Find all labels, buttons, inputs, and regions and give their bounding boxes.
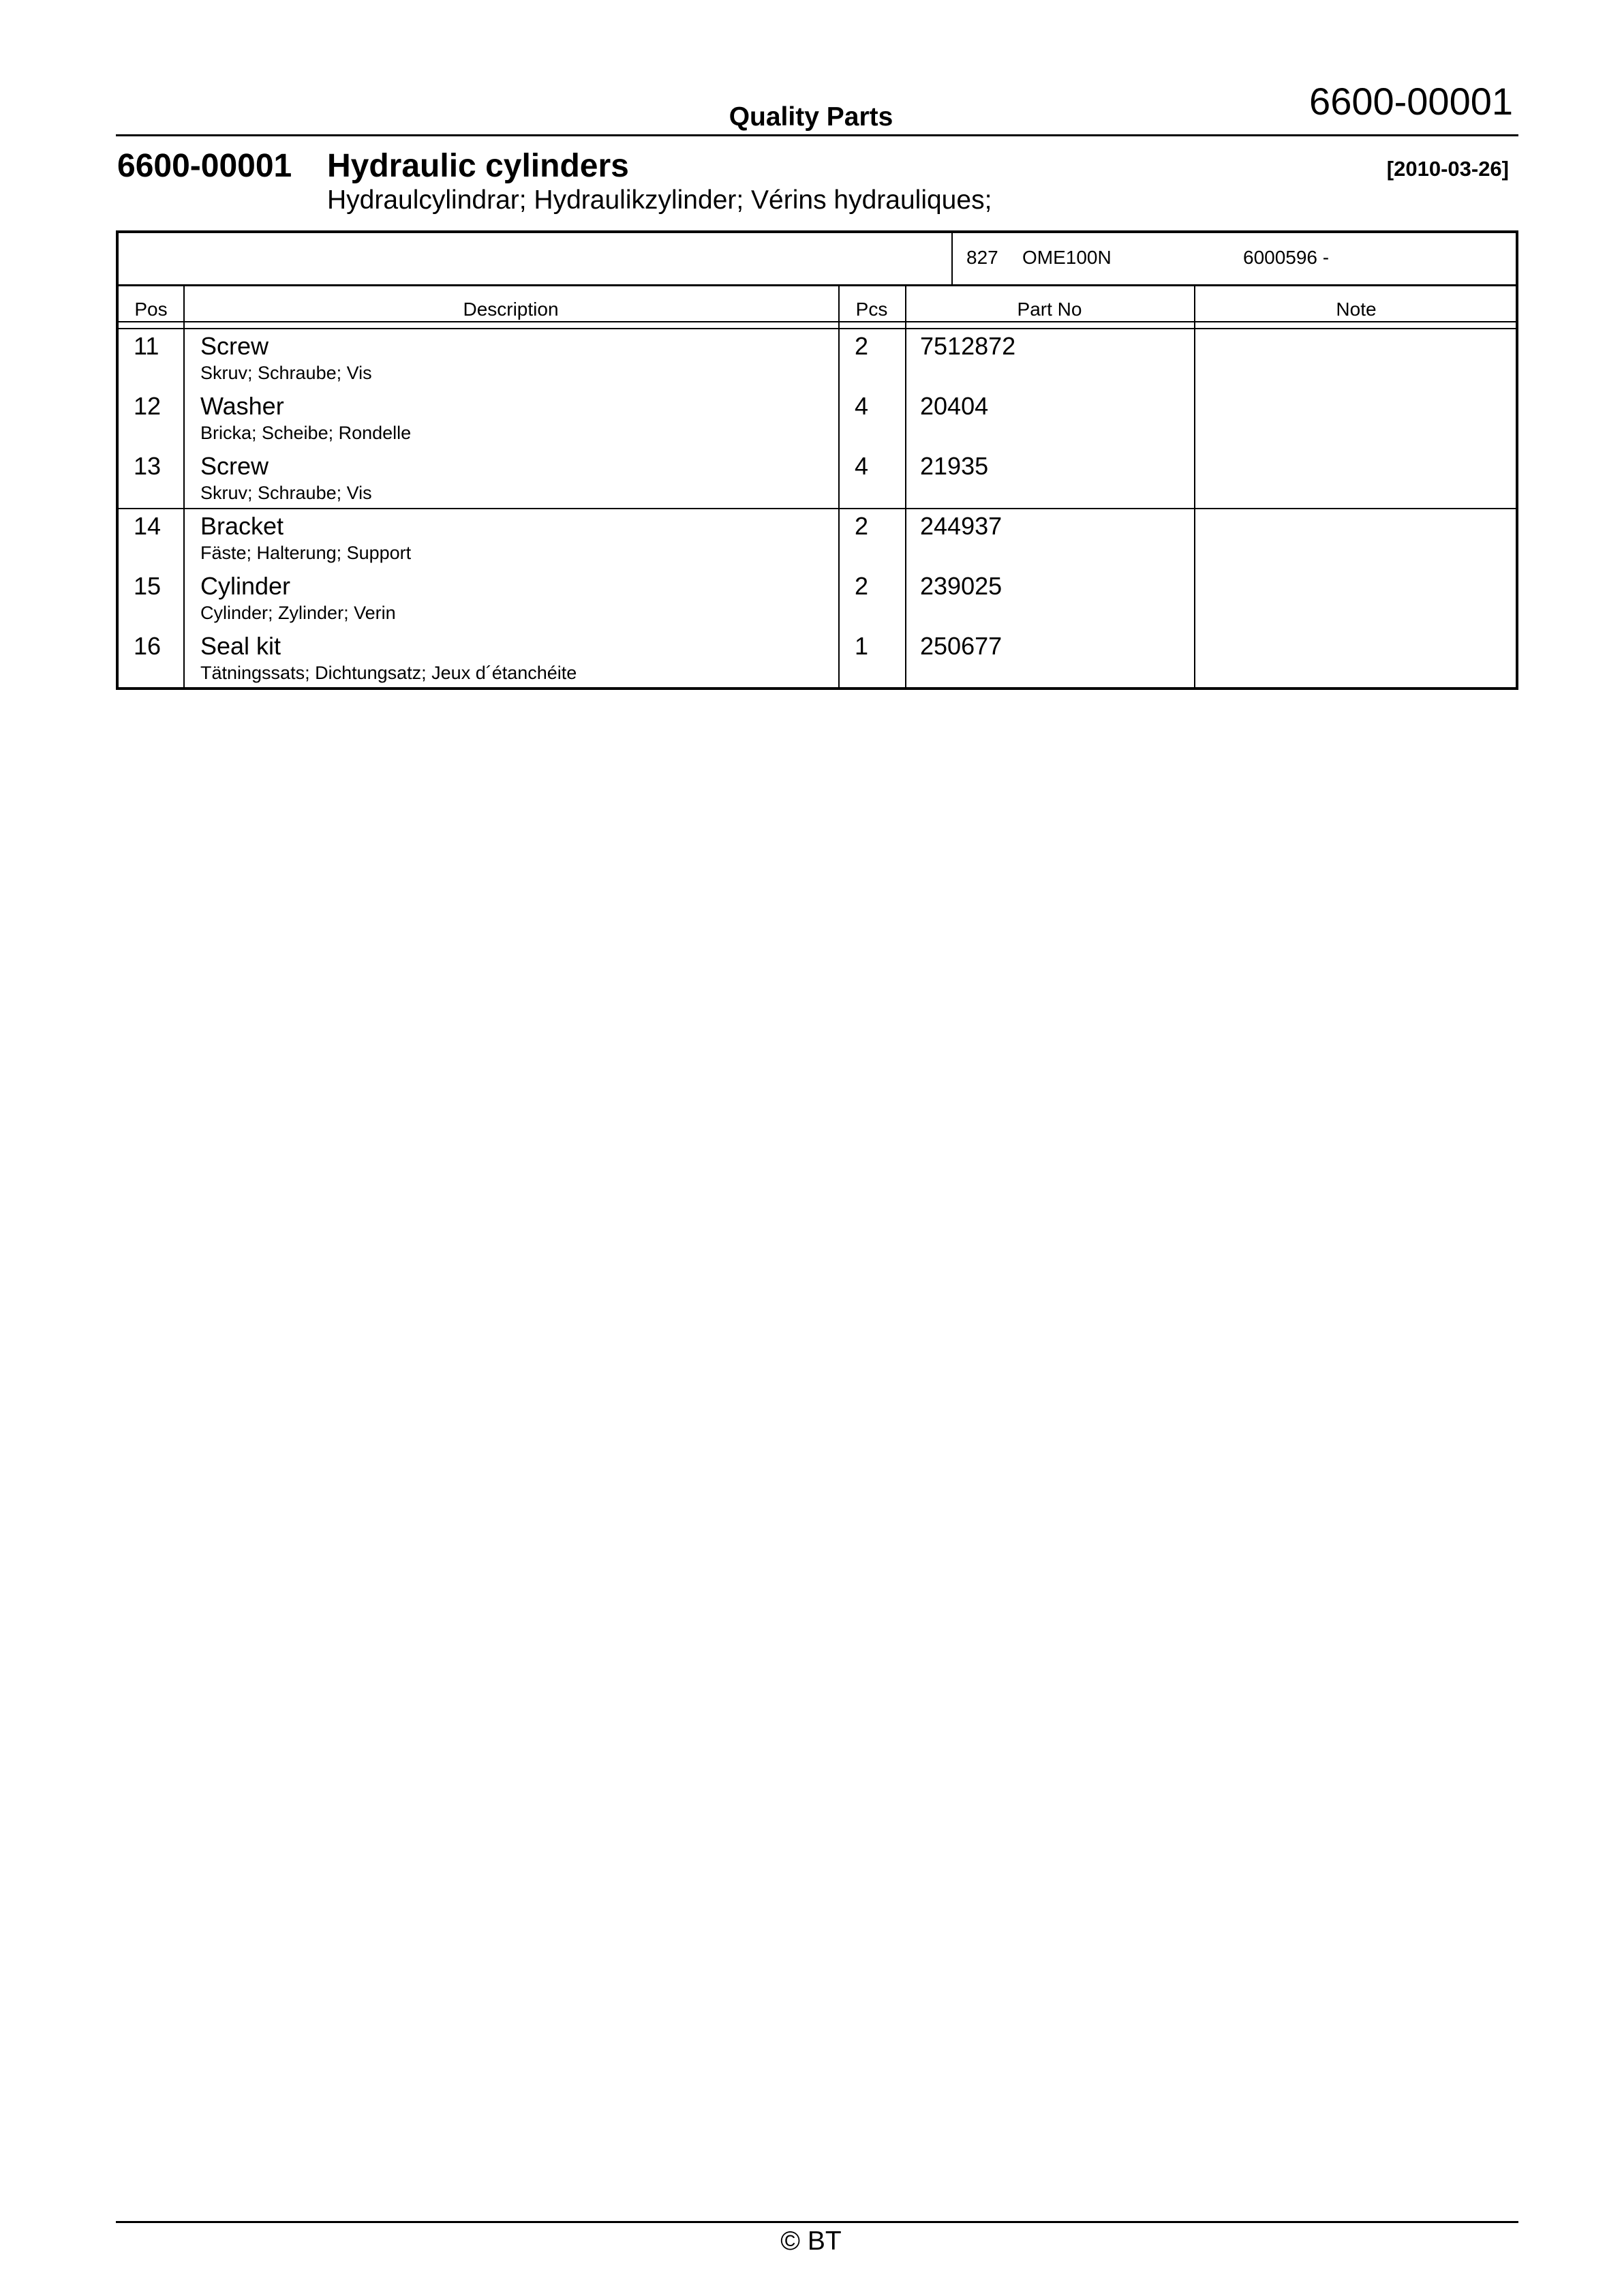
row-translations: Fäste; Halterung; Support — [200, 543, 412, 563]
row-pos: 13 — [134, 452, 162, 480]
row-translations: Skruv; Schraube; Vis — [200, 363, 372, 383]
row-description: Screw — [200, 332, 269, 360]
document-date: [2010-03-26] — [1386, 157, 1509, 181]
row-pcs: 2 — [855, 572, 869, 600]
row-translations: Skruv; Schraube; Vis — [200, 483, 372, 503]
row-description: Washer — [200, 392, 284, 420]
header-rule — [116, 134, 1518, 136]
row-pos: 14 — [134, 512, 162, 540]
document-subtitle: Hydraulcylindrar; Hydraulikzylinder; Vérins hydrauliques; — [327, 185, 992, 215]
row-part-no: 244937 — [920, 512, 1003, 540]
table-row — [119, 509, 1516, 569]
model-header-rule — [119, 284, 1516, 286]
column-header-pos: Pos — [134, 299, 168, 320]
footer-rule — [116, 2221, 1518, 2223]
document-title: Hydraulic cylinders — [327, 148, 629, 184]
row-part-no: 7512872 — [920, 332, 1016, 360]
table-row — [119, 329, 1516, 389]
row-description: Cylinder — [200, 572, 291, 600]
row-description: Bracket — [200, 512, 284, 540]
table-row — [119, 449, 1516, 509]
row-pos: 11 — [134, 332, 159, 360]
column-header-note: Note — [1336, 299, 1377, 320]
header-doc-number: 6600-00001 — [1309, 80, 1513, 123]
column-header-pcs: Pcs — [855, 299, 888, 320]
row-translations: Bricka; Scheibe; Rondelle — [200, 423, 412, 443]
row-pos: 16 — [134, 632, 162, 660]
row-translations: Cylinder; Zylinder; Verin — [200, 603, 396, 623]
document-code: 6600-00001 — [117, 148, 292, 184]
row-pcs: 4 — [855, 392, 869, 420]
row-part-no: 239025 — [920, 572, 1003, 600]
column-header-description: Description — [463, 299, 559, 320]
header-title: Quality Parts — [729, 102, 893, 132]
model-name: OME100N — [1022, 247, 1112, 268]
header-rule — [119, 321, 1516, 322]
row-part-no: 21935 — [920, 452, 989, 480]
model-divider — [951, 233, 953, 284]
row-part-no: 250677 — [920, 632, 1003, 660]
row-pos: 12 — [134, 392, 162, 420]
row-translations: Tätningssats; Dichtungsatz; Jeux d´étanchéite — [200, 663, 577, 683]
row-description: Screw — [200, 452, 269, 480]
row-pos: 15 — [134, 572, 162, 600]
row-pcs: 4 — [855, 452, 869, 480]
footer-copyright: © BT — [780, 2226, 842, 2256]
column-header-part-no: Part No — [1017, 299, 1082, 320]
row-pcs: 2 — [855, 512, 869, 540]
model-number: 827 — [966, 247, 998, 268]
row-pcs: 2 — [855, 332, 869, 360]
table-row — [119, 629, 1516, 689]
row-description: Seal kit — [200, 632, 281, 660]
table-row — [119, 389, 1516, 449]
model-serial: 6000596 - — [1243, 247, 1330, 268]
row-part-no: 20404 — [920, 392, 989, 420]
row-pcs: 1 — [855, 632, 869, 660]
parts-table — [116, 230, 1518, 690]
table-row — [119, 569, 1516, 629]
